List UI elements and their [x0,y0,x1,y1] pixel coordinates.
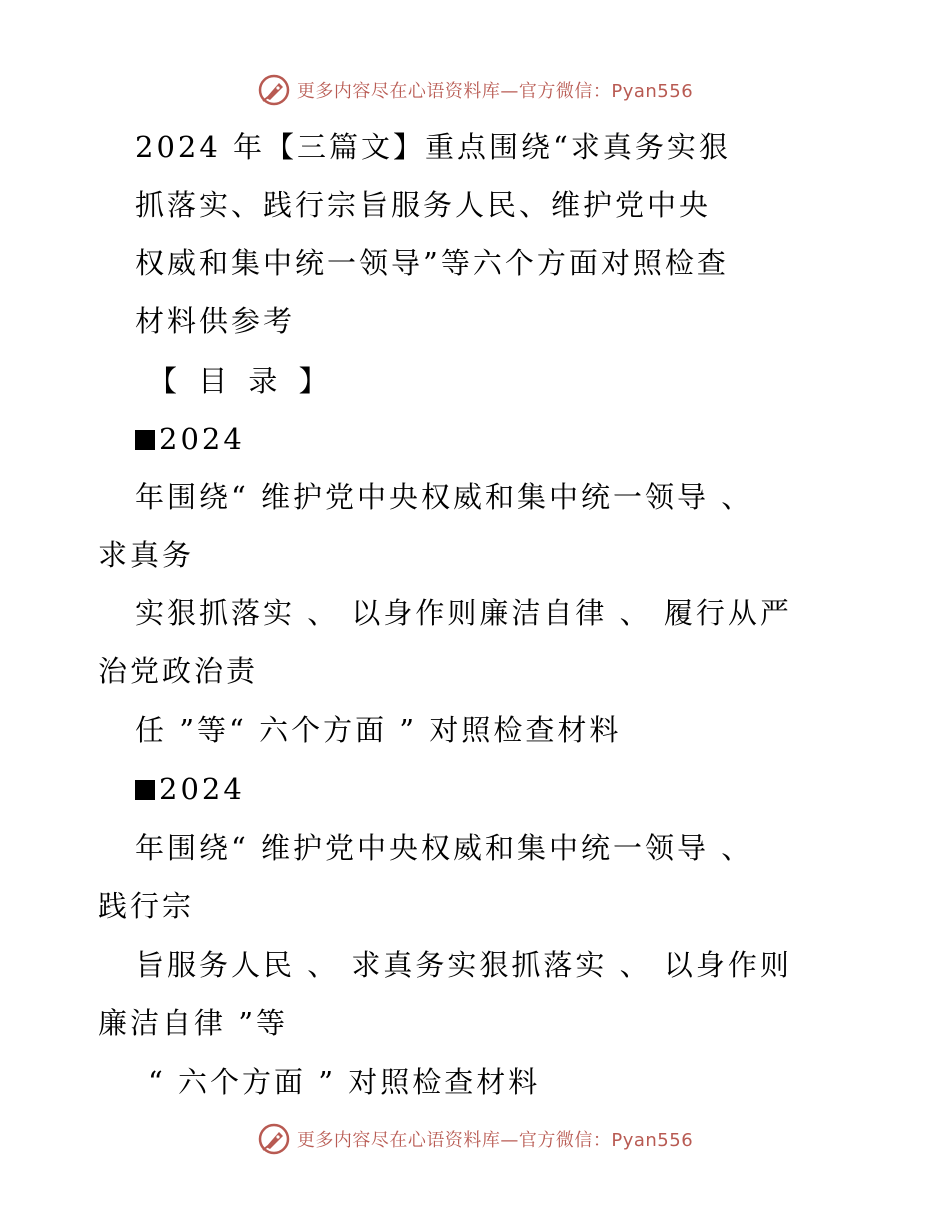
pen-nib-circle-icon [257,73,291,107]
toc-entry-2-line-4[interactable]: 廉洁自律 ”等 [98,1006,289,1040]
header-banner [0,68,950,112]
pen-nib-circle-icon [257,1122,291,1156]
toc-entry-1-line-1[interactable]: 年围绕“ 维护党中央权威和集中统一领导 、 [135,480,754,514]
square-bullet-icon [135,780,155,800]
toc-entry-2-line-2[interactable]: 践行宗 [98,889,195,923]
title-line-2: 抓落实、践行宗旨服务人民、维护党中央 [135,188,712,222]
footer-banner [0,1117,950,1161]
toc-entry-2-year: 2024 [159,772,245,806]
toc-entry-1-line-2[interactable]: 求真务 [98,538,195,572]
toc-entry-2-line-1[interactable]: 年围绕“ 维护党中央权威和集中统一领导 、 [135,831,754,865]
title-line-4: 材料供参考 [135,304,296,338]
header-banner-text: 更多内容尽在心语资料库—官方微信：Pyan556 [296,81,694,102]
toc-entry-1-line-4[interactable]: 治党政治责 [98,654,259,688]
title-line-3: 权威和集中统一领导”等六个方面对照检查 [135,246,729,280]
toc-heading: 【 目 录 】 [148,364,334,398]
toc-entry-2-line-3[interactable]: 旨服务人民 、 求真务实狠抓落实 、 以身作则 [135,948,792,982]
toc-entry-1-marker[interactable] [135,410,245,468]
toc-entry-1-line-5[interactable]: 任 ”等“ 六个方面 ” 对照检查材料 [135,713,622,747]
toc-entry-1-line-3[interactable]: 实狠抓落实 、 以身作则廉洁自律 、 履行从严 [135,596,792,630]
square-bullet-icon [135,430,155,450]
toc-entry-2-line-5[interactable]: “ 六个方面 ” 对照检查材料 [148,1065,541,1099]
title-line-1: 2024 年【三篇文】重点围绕“求真务实狠 [135,130,731,164]
toc-entry-1-year: 2024 [159,422,245,456]
toc-entry-2-marker[interactable] [135,760,245,818]
footer-banner-text: 更多内容尽在心语资料库—官方微信：Pyan556 [296,1130,694,1151]
